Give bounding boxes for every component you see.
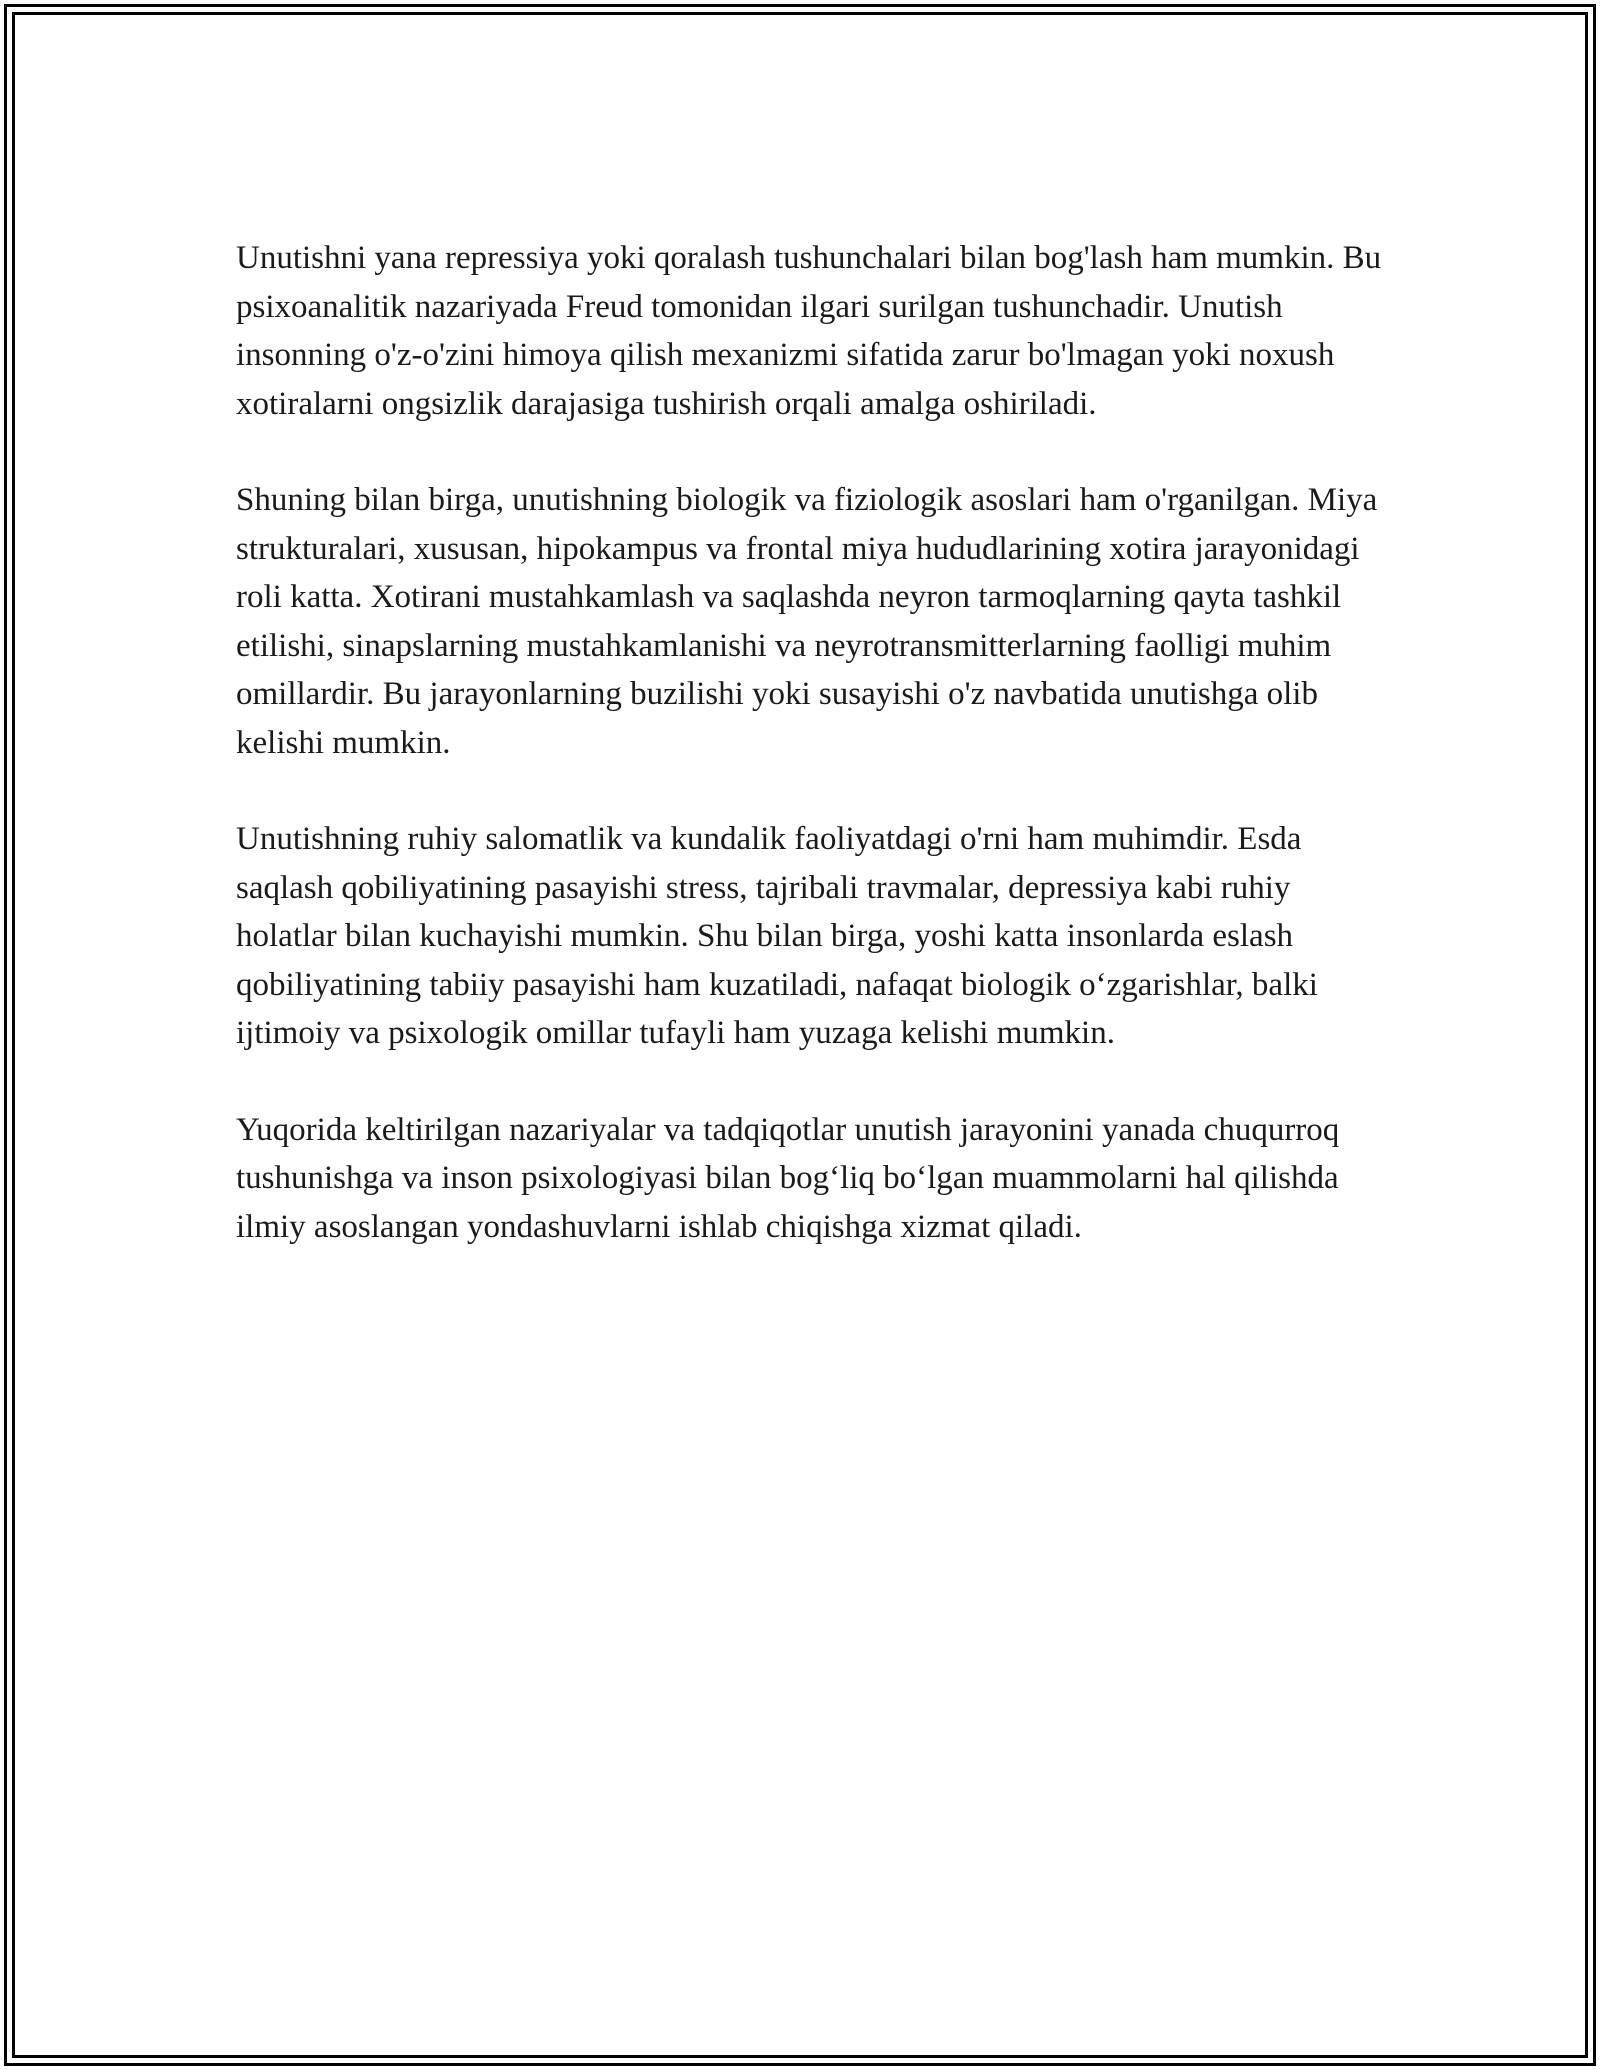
paragraph-biological-basis: Shuning bilan birga, unutishning biologik va fiziologik asoslari ham o'rganilgan. Miya strukturalari, xususan, hipokampus va frontal miya hududlarining xotira jarayonidagi roli katta. Xotirani mustahkamlash va saqlashda neyron tarmoqlarning qayta tashkil etilishi, sinapslarning mustahkamlanishi va neyrotransmitterlarning faolligi muhim omillardir. Bu jarayonlarning buzilishi yoki susayishi o'z navbatida unutishga olib kelishi mumkin. bbox=[236, 482, 1378, 761]
paragraph-conclusion: Yuqorida keltirilgan nazariyalar va tadqiqotlar unutish jarayonini yanada chuqurroq tushunishga va inson psixologiyasi bilan bog‘liq bo‘lgan muammolarni hal qilishda ilmiy asoslangan yondashuvlarni ishlab chiqishga xizmat qiladi. bbox=[236, 1111, 1340, 1245]
paragraph-repression: Unutishni yana repressiya yoki qoralash tushunchalari bilan bog'lash ham mumkin. Bu psixoanalitik nazariyada Freud tomonidan ilgari surilgan tushunchadir. Unutish insonning o'z-o'zini himoya qilish mexanizmi sifatida zarur bo'lmagan yoki noxush xotiralarni ongsizlik darajasiga tushirish orqali amalga oshiriladi. bbox=[236, 240, 1382, 422]
document-body bbox=[236, 234, 1386, 1251]
paragraph-mental-health: Unutishning ruhiy salomatlik va kundalik faoliyatdagi o'rni ham muhimdir. Esda saqlash qobiliyatining pasayishi stress, tajribali travmalar, depressiya kabi ruhiy holatlar bilan kuchayishi mumkin. Shu bilan birga, yoshi katta insonlarda eslash qobiliyatining tabiiy pasayishi ham kuzatiladi, nafaqat biologik o‘zgarishlar, balki ijtimoiy va psixologik omillar tufayli ham yuzaga kelishi mumkin. bbox=[236, 821, 1318, 1051]
